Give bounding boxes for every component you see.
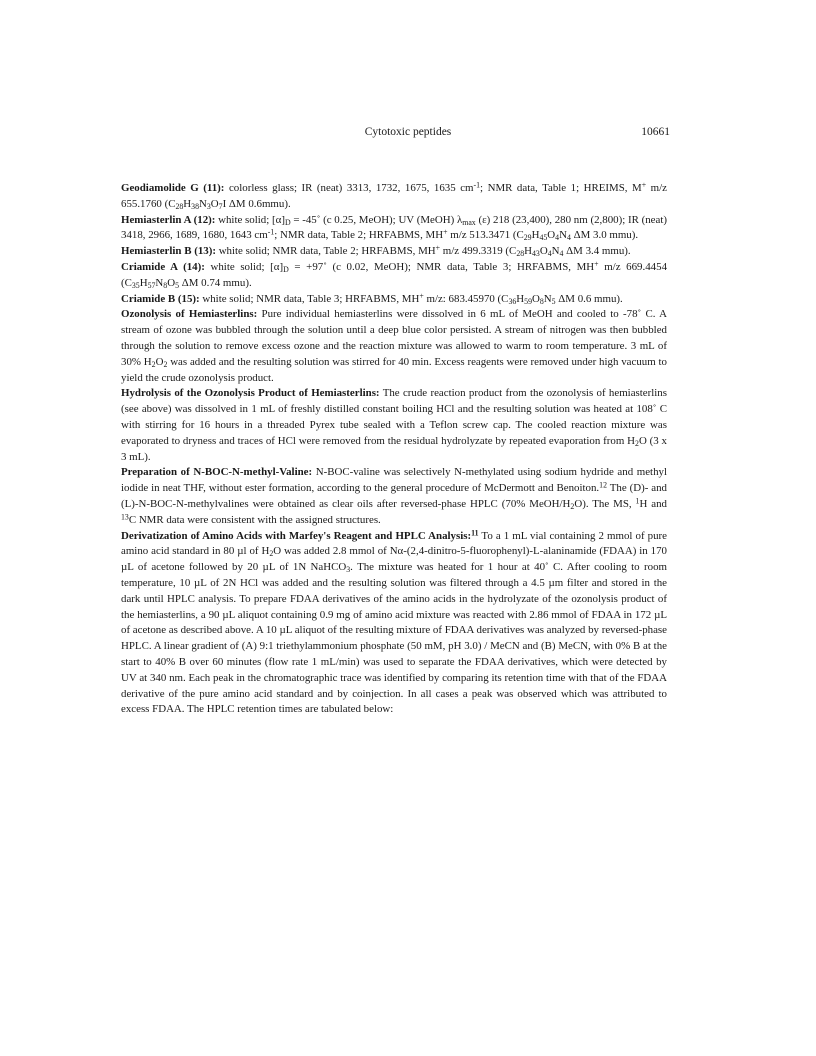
subscript: 4 [555,233,560,243]
paragraph-criamide-b [121,292,667,308]
paragraph-heading: Derivatization of Amino Acids with Marfey's Reagent and HPLC Analysis: [121,529,472,542]
text-run: m/z 499.3319 (C [440,245,517,258]
subscript: 3 [206,201,211,211]
text-run: To a 1 mL vial containing 2 mmol of pure amino acid standard in 80 µl of H [121,529,667,558]
text-run: = +97˚ (c 0.02, MeOH); NMR data, Table 3; HRFABMS, MH [288,260,595,273]
text-run: (ε) 218 (23,400), 280 nm (2,800); IR (neat) 3418, 2966, 1689, 1680, 1643 cm [121,213,667,242]
subscript: 2 [570,501,575,511]
superscript: + [435,243,441,253]
paragraph-heading: Criamide A (14): [121,260,205,273]
text-run: N [155,276,164,289]
subscript: 2 [269,549,274,559]
paragraph-preparation [121,465,667,528]
text-run: O). The MS, [574,497,636,510]
paragraph-heading: Ozonolysis of Hemiasterlins: [121,308,258,321]
text-run: N [551,245,560,258]
subscript: D [283,264,289,274]
superscript: -1 [473,180,481,190]
text-run: white solid; [α] [204,260,284,273]
text-run: . The mixture was heated for 1 hour at 40˚ C. After cooling to room temperature, 10 µL of 2N HCl was added and the resulting solution was filtered through a 4.5 µm filter and stored in the dark until HPLC analysis. To prepare FDAA derivatives of the amino acids in the hydrolyzate of the ozonolysis product of the hemiasterlins, a 90 µL aliquot containing 0.9 mg of amino acid mixture was reacted with 2.86 mmol of FDAA in 172 µL of acetone as described above. A 10 µL aliquot of the resulting mixture of FDAA derivatives was analyzed by reversed-phase HPLC. A linear gradient of (A) 9:1 triethylammonium phosphate (50 mM, pH 3.0) / MeCN and (B) MeCN, with 0% B at the start to 40% B over 60 minutes (flow rate 1 mL/min) was used to separate the FDAA derivatives, which were detected by UV at 340 nm. Each peak in the chromatographic trace was identified by comparing its retention time with that of the FDAA derivative of the pure amino acid standard and by coinjection. In all cases a peak was observed which was attributed to excess FDAA. The HPLC retention times are tabulated below: [121,561,667,716]
subscript: 2 [635,438,639,448]
text-run: O (3 x 3 mL). [121,434,668,463]
paragraph-hydrolysis [121,386,667,465]
text-run: ; NMR data, Table 1; HREIMS, M [480,182,642,194]
subscript: 43 [532,249,540,259]
text-run: The (D)- and (L)-N-BOC-N-methylvalines were obtained as clear oils after reversed-phase HPLC (70% MeOH/H [121,482,667,510]
text-run: O [539,245,548,258]
body-text [121,181,667,718]
text-run: was added and the resulting solution was stirred for 40 min. Excess reagents were removed under high vacuum to yield the crude ozonolysis product. [121,355,667,384]
superscript: + [443,227,448,237]
paragraph-criamide-a [121,260,667,292]
text-run: Pure individual hemiasterlins were dissolved in 6 mL of MeOH and cooled to -78˚ C. A stream of ozone was bubbled through the solution until a deep blue color persisted. A stream of nitrogen was then bubbled through the solution to remove excess ozone and the reaction mixture was allowed to warm to room temperature. 3 mL of 30% H [121,308,667,368]
text-run: O [210,197,219,210]
paragraph-ozonolysis [121,307,667,386]
subscript: 4 [559,249,564,259]
text-run: H [524,245,533,258]
text-run: N [543,292,552,305]
subscript: 5 [175,280,180,290]
text-run: m/z 655.1760 (C [121,182,667,210]
subscript: max [462,217,476,227]
paragraph-heading: Hemiasterlin A (12): [121,213,216,226]
subscript: 35 [131,280,140,290]
text-run: ΔM 3.4 mmu). [563,245,631,258]
subscript: 59 [524,296,532,306]
text-run: ΔM 0.6 mmu). [555,292,623,305]
superscript: 12 [599,480,607,490]
text-run: m/z 513.3471 (C [447,229,524,242]
superscript: 13 [121,512,129,522]
subscript: 4 [547,249,552,259]
subscript: 7 [218,201,223,211]
text-run: H [531,229,540,242]
subscript: 28 [516,249,525,259]
running-title: Cytotoxic peptides [364,126,452,138]
subscript: 29 [523,233,532,243]
subscript: 5 [551,296,556,306]
text-run: N [198,197,207,210]
paragraph-hemiasterlin-a [121,213,667,245]
text-run: H and [639,497,667,510]
superscript: + [641,180,647,190]
text-run: ΔM 0.74 mmu). [179,276,252,289]
heading-reference: 11 [471,528,479,537]
subscript: 36 [508,296,517,306]
text-run: white solid; [α] [215,213,285,226]
text-run: white solid; NMR data, Table 2; HRFABMS, MH [215,245,436,258]
text-run: N [559,229,567,242]
paragraph-heading: Preparation of N-BOC-N-methyl-Valine: [121,466,313,479]
text-run: = -45˚ (c 0.25, MeOH); UV (MeOH) λ [290,213,463,226]
subscript: 8 [539,296,544,306]
text-run: O was added 2.8 mmol of Nα-(2,4-dinitro-5-fluorophenyl)-L-alaninamide (FDAA) in 170 µL of acetone followed by 20 µL of 1N NaHCO [121,545,667,574]
text-run: m/z 669.4454 (C [121,260,668,289]
subscript: 2 [163,359,168,369]
text-run: H [139,276,148,289]
subscript: D [284,217,291,227]
superscript: -1 [267,227,275,237]
paragraph-heading: Hydrolysis of the Ozonolysis Product of Hemiasterlins: [121,387,380,400]
text-run: colorless glass; IR (neat) 3313, 1732, 1675, 1635 cm [224,182,474,194]
superscript: 1 [635,496,640,506]
paragraph-derivatization [121,529,667,719]
subscript: 4 [566,233,571,243]
paragraph-heading: Hemiasterlin B (13): [121,245,216,258]
text-run: I ΔM 0.6mmu). [222,197,291,210]
subscript: 2 [151,359,156,369]
subscript: 45 [539,233,548,243]
text-run: The crude reaction product from the ozonolysis of hemiasterlins (see above) was dissolved in 1 mL of freshly distilled constant boiling HCl and the resulting solution was heated at 108˚ C with stirring for 16 hours in a threaded Pyrex tube sealed with a Teflon screw cap. The cooled reaction mixture was evaporated to dryness and traces of HCl were removed from the residual hydrolyzate by repeated evaporation from H [121,387,667,447]
text-run: H [183,197,192,210]
paragraph-heading: Criamide B (15): [121,292,200,305]
subscript: 38 [191,201,199,211]
text-run: white solid; NMR data, Table 3; HRFABMS, MH [199,292,420,305]
paragraph-hemiasterlin-b [121,244,667,260]
subscript: 57 [147,280,156,290]
text-run: O [155,355,164,368]
subscript: 28 [175,201,184,211]
text-run: ; NMR data, Table 2; HRFABMS, MH [274,229,444,242]
superscript: + [594,259,599,269]
paragraph-geodiamolide-g [121,181,667,213]
page-number: 10661 [641,126,670,138]
text-run: N-BOC-valine was selectively N-methylated using sodium hydride and methyl iodide in neat THF, without ester formation, according to the general procedure of McDermott and Benoiton. [121,466,667,495]
paragraph-heading: Geodiamolide G (11): [121,182,225,194]
text-run: O [531,292,540,305]
page-header [0,126,816,146]
text-run: ΔM 3.0 mmu). [570,229,639,242]
text-run: O [547,229,556,242]
text-run: C NMR data were consistent with the assigned structures. [128,513,381,526]
subscript: 3 [346,565,351,575]
superscript: + [419,291,424,301]
text-run: H [516,292,525,305]
text-run: O [167,276,176,289]
subscript: 8 [163,280,168,290]
text-run: m/z: 683.45970 (C [423,292,509,305]
